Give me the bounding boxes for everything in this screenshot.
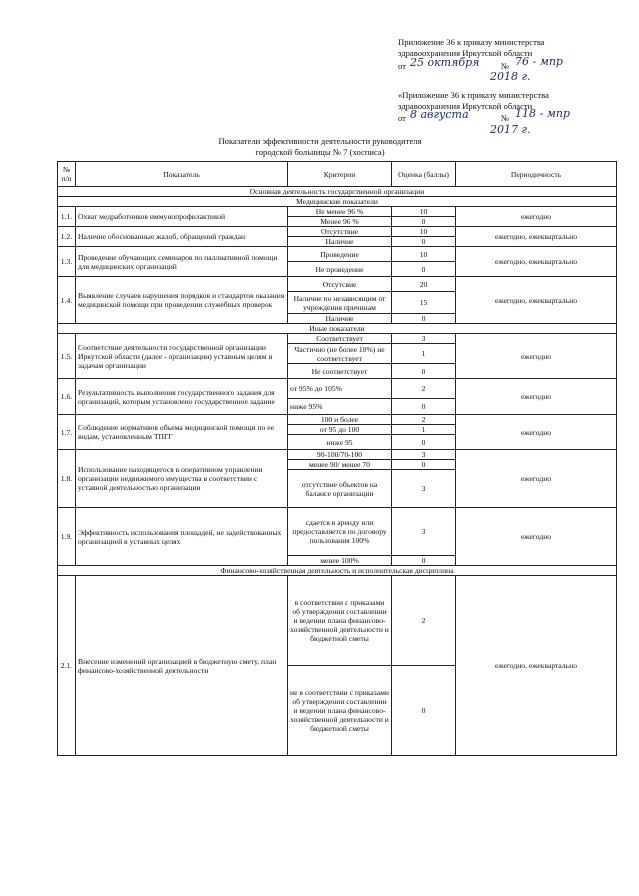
score: 10 <box>392 247 456 262</box>
appendix-number-label: № <box>501 61 510 71</box>
criterion: менее 100% <box>288 556 392 566</box>
score: 2 <box>392 576 456 666</box>
score: 0 <box>392 262 456 277</box>
row-number: 1.2. <box>58 227 76 247</box>
score: 0 <box>392 556 456 566</box>
score: 20 <box>392 277 456 292</box>
section-medical: Медицинские показатели <box>58 197 617 207</box>
criterion: отсутствие объектов на балансе организации <box>288 470 392 508</box>
criterion: от 95% до 105% <box>288 379 392 399</box>
table-row <box>58 415 617 425</box>
score: 3 <box>392 470 456 508</box>
score: 0 <box>392 237 456 247</box>
criterion: сдается в аренду или предоставляется по договору пользования 100% <box>288 508 392 556</box>
appendix-old-line-1: «Приложение 36 к приказу министерства <box>398 90 549 100</box>
criterion: Отсутствие <box>288 227 392 237</box>
criterion: менее 90/ менее 70 <box>288 460 392 470</box>
col-header-indicator: Показатель <box>76 162 288 187</box>
appendix-old-date-prefix: от <box>398 113 406 123</box>
periodicity: ежегодно <box>456 450 617 508</box>
criterion: Отсутсвие <box>288 277 392 292</box>
table-row <box>58 508 617 556</box>
section-main-activity: Основная деятельность государственной организации <box>58 187 617 197</box>
indicator-name: Выявление случаев нарушения порядков и стандартов оказания медицинской помощи при проведении служебных проверок <box>76 277 288 324</box>
table-row <box>58 450 617 460</box>
col-header-period: Периодичность <box>456 162 617 187</box>
criterion: Наличие <box>288 314 392 324</box>
criterion: Проведение <box>288 247 392 262</box>
criterion: Соответствует <box>288 334 392 344</box>
appendix-old-date-handwritten: 8 августа <box>410 108 469 121</box>
col-header-score: Оценка (баллы) <box>392 162 456 187</box>
table-row <box>58 277 617 292</box>
criterion: Не соответствует <box>288 364 392 379</box>
row-number: 1.3. <box>58 247 76 277</box>
score: 2 <box>392 379 456 399</box>
table-row <box>58 576 617 666</box>
criterion: Менее 96 % <box>288 217 392 227</box>
score: 0 <box>392 460 456 470</box>
row-number: 1.6. <box>58 379 76 415</box>
periodicity: ежегодно <box>456 334 617 379</box>
criterion: Не проведение <box>288 262 392 277</box>
section-finance: Финансово-хозяйственная деятельность и исполнительская дисциплина <box>58 566 617 576</box>
periodicity: ежегодно, ежеквартально <box>456 277 617 324</box>
document-title-line-2: городской больницы № 7 (хосписа) <box>255 147 385 157</box>
periodicity: ежегодно <box>456 379 617 415</box>
periodicity: ежегодно, ежеквартально <box>456 247 617 277</box>
score: 10 <box>392 207 456 217</box>
criterion: не в соответствии с приказами об утверждении составлении и ведении плана финансово-хозяйственной деятельности и бюджетной сметы <box>288 666 392 756</box>
appendix-old-number-label: № <box>501 113 510 123</box>
document-title-line-1: Показатели эффективности деятельности руководителя <box>218 136 422 146</box>
appendix-date-prefix: от <box>398 61 406 71</box>
indicator-name: Внесение изменений организацией в бюджетную смету, план финансово-хозяйственной деятельности <box>76 576 288 756</box>
appendix-line-2: здравоохранения Иркутской области <box>398 48 533 58</box>
score: 0 <box>392 666 456 756</box>
table-row <box>58 207 617 217</box>
appendix-year-handwritten: 2018 г. <box>490 70 531 83</box>
criterion: от 95 до 100 <box>288 425 392 435</box>
score: 10 <box>392 227 456 237</box>
appendix-number-handwritten: 76 - мпр <box>515 55 563 68</box>
indicator-name: Эффективность использования площадей, не задействованных организацией в уставных целях <box>76 508 288 566</box>
score: 0 <box>392 435 456 450</box>
score: 0 <box>392 217 456 227</box>
col-header-criteria: Критерии <box>288 162 392 187</box>
periodicity: ежегодно <box>456 207 617 227</box>
criterion: ниже 95% <box>288 399 392 415</box>
table-row <box>58 247 617 262</box>
table-header-row <box>58 162 617 187</box>
score: 3 <box>392 508 456 556</box>
appendix-old-line-2: здравоохранения Иркутской области <box>398 101 533 111</box>
score: 0 <box>392 314 456 324</box>
score: 2 <box>392 415 456 425</box>
criterion: 100 и более <box>288 415 392 425</box>
score: 1 <box>392 344 456 364</box>
periodicity: ежегодно, ежеквартально <box>456 576 617 756</box>
indicators-table <box>57 161 617 756</box>
periodicity: ежегодно <box>456 415 617 450</box>
criterion: Не менее 96 % <box>288 207 392 217</box>
criterion: Наличие <box>288 237 392 247</box>
row-number: 1.7. <box>58 415 76 450</box>
periodicity: ежегодно, ежеквартально <box>456 227 617 247</box>
row-number: 2.1. <box>58 576 76 756</box>
score: 3 <box>392 334 456 344</box>
indicator-name: Соблюдение нормативов объема медицинской помощи по ее видам, установленным ТПГГ <box>76 415 288 450</box>
indicator-name: Соответствие деятельности государственной организации Иркутской области (далее - организации) уставным целям и задачам организации <box>76 334 288 379</box>
score: 0 <box>392 364 456 379</box>
indicator-name: Наличие обоснованные жалоб, обращений граждан <box>76 227 288 247</box>
periodicity: ежегодно <box>456 508 617 566</box>
row-number: 1.1. <box>58 207 76 227</box>
score: 3 <box>392 450 456 460</box>
indicator-name: Использование находящегося в оперативном управлении организации недвижимого имущества в соответствии с уставной деятельностью организации <box>76 450 288 508</box>
row-number: 1.9. <box>58 508 76 566</box>
col-header-num: № п/п <box>58 162 76 187</box>
indicator-name: Проведение обучающих семинаров по паллиативной помощи для медицинских организаций <box>76 247 288 277</box>
criterion: в соответствии с приказами об утверждении составлении и ведении плана финансово-хозяйственной деятельности и бюджетной сметы <box>288 576 392 666</box>
indicator-name: Охват медработников иммунопрофилактикой <box>76 207 288 227</box>
score: 15 <box>392 292 456 314</box>
appendix-line-1: Приложение 36 к приказу министерства <box>398 37 545 47</box>
table-row <box>58 334 617 344</box>
appendix-old-number-handwritten: 118 - мпр <box>515 107 570 120</box>
section-other: Иные показатели <box>58 324 617 334</box>
table-row <box>58 227 617 237</box>
appendix-old-year-handwritten: 2017 г. <box>490 123 531 136</box>
row-number: 1.8. <box>58 450 76 508</box>
indicator-name: Результативность выполнения государственного задания для организаций, которым установлено государственное задание <box>76 379 288 415</box>
score: 0 <box>392 399 456 415</box>
criterion: Частично (не более 10%) не соответствует <box>288 344 392 364</box>
table-row <box>58 379 617 399</box>
row-number: 1.4. <box>58 277 76 324</box>
appendix-date-handwritten: 25 октября <box>410 56 480 69</box>
criterion: 90-100/70-100 <box>288 450 392 460</box>
criterion: Наличие по независящим от учреждения причинам <box>288 292 392 314</box>
score: 1 <box>392 425 456 435</box>
row-number: 1.5. <box>58 334 76 379</box>
criterion: ниже 95 <box>288 435 392 450</box>
